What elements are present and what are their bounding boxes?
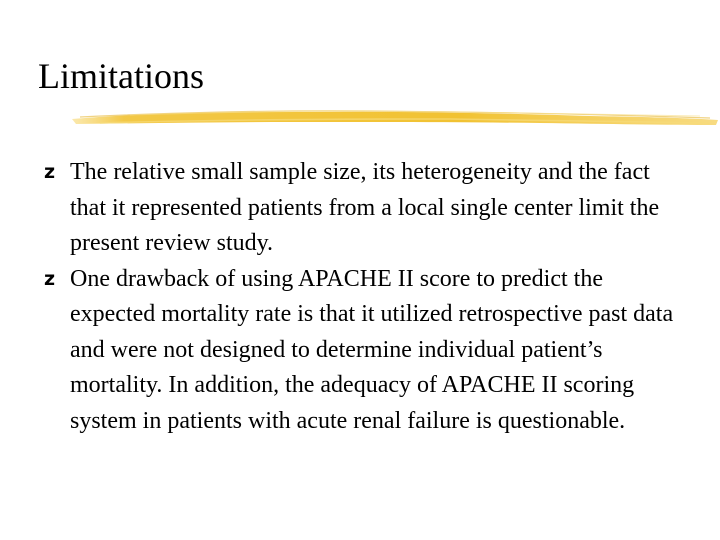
slide-title: Limitations: [38, 56, 204, 96]
bullet-item: [44, 262, 684, 440]
z-glyph-bullet-icon: z: [44, 161, 56, 183]
bullet-list: [44, 155, 684, 439]
bullet-text: The relative small sample size, its heterogeneity and the fact that it represented patients from a local single center limit the present review study.: [70, 159, 660, 256]
title-underline-brushstroke: [70, 104, 720, 130]
z-glyph-bullet-icon: z: [44, 267, 56, 290]
bullet-text: One drawback of using APACHE II score to predict the expected mortality rate is that it utilized retrospective past data and were not designed to determine individual patient’s mortality. In addition, the adequacy of APACHE II scoring system in patients with acute renal failure is questionable.: [70, 265, 674, 434]
bullet-item: [44, 155, 684, 262]
